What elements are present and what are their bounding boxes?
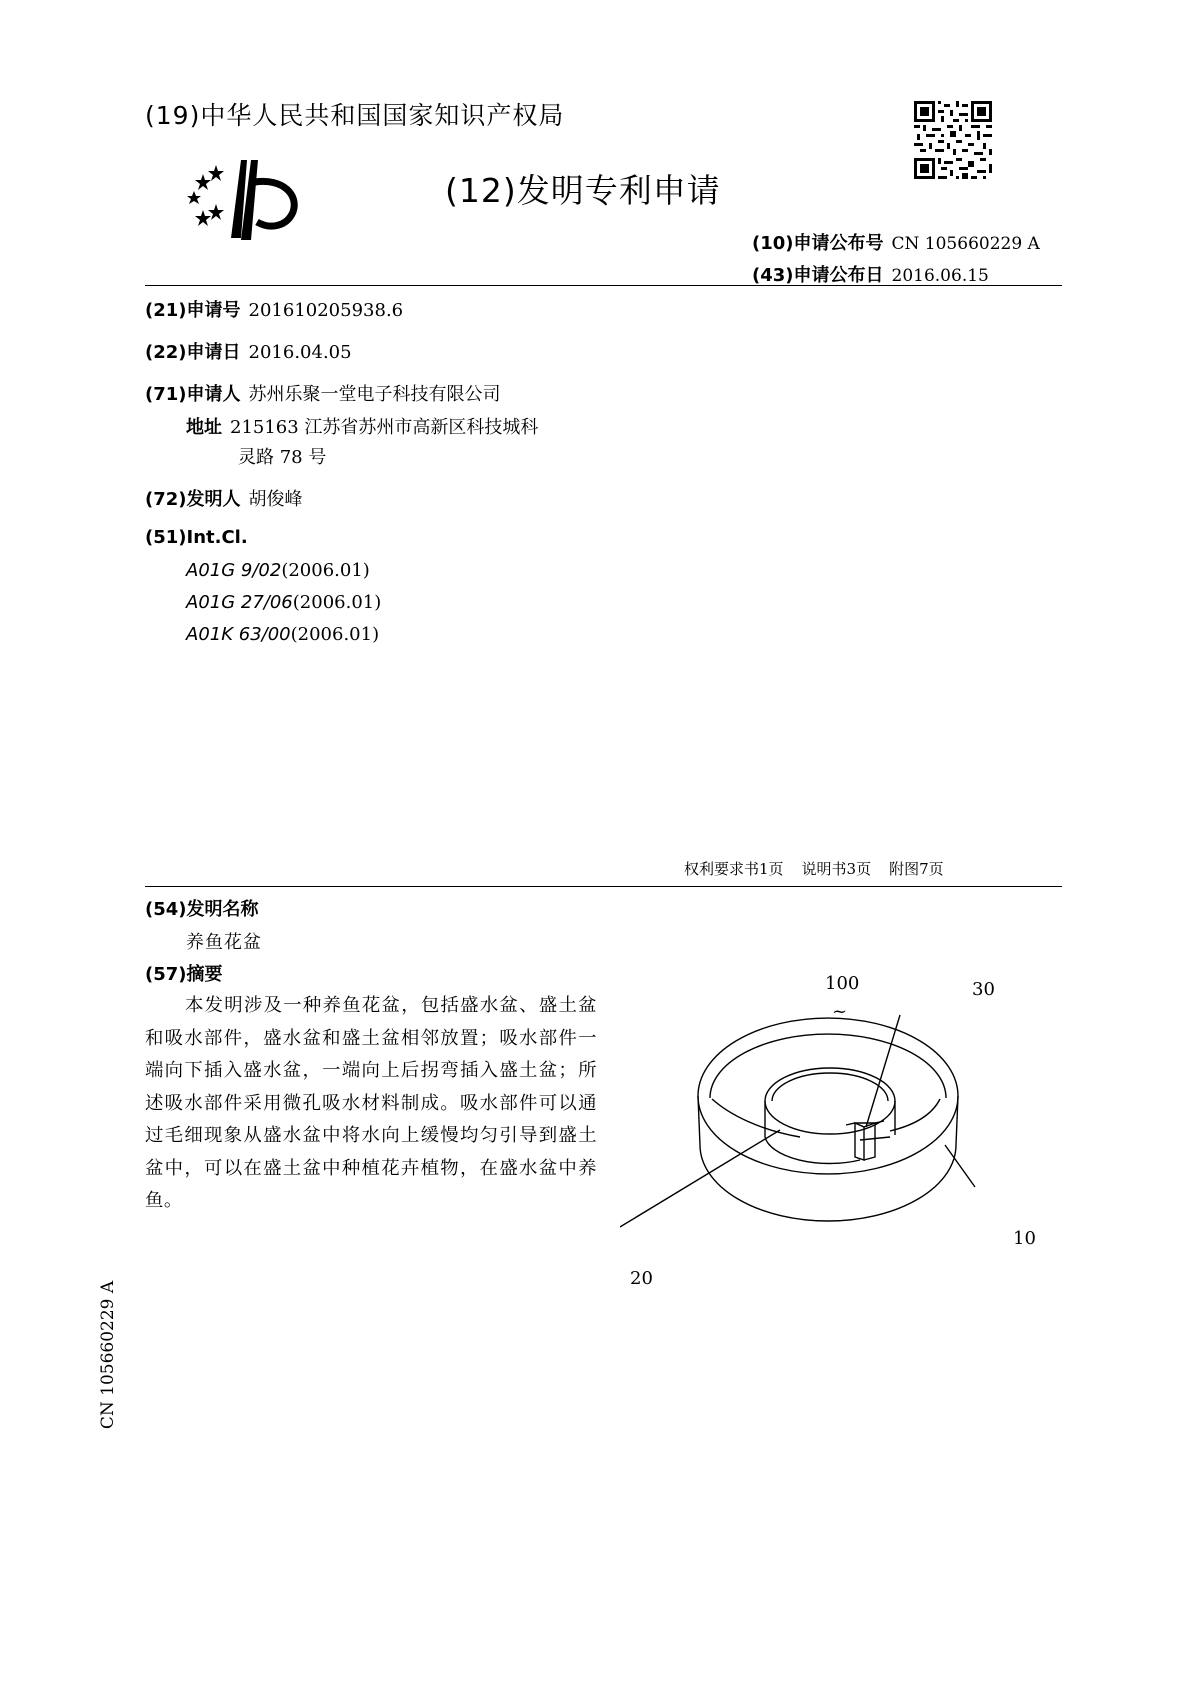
- ipc-version: (2006.01): [292, 592, 382, 613]
- figure-label-10: 10: [1013, 1228, 1036, 1249]
- address-line-2: 灵路 78 号: [238, 447, 327, 468]
- absorbent-member: [846, 1121, 884, 1160]
- application-number: 201610205938.6: [248, 300, 404, 321]
- abstract-rule: [145, 886, 1062, 887]
- publication-date-row: [752, 261, 989, 287]
- drawing-pages: 附图7页: [889, 860, 944, 878]
- publication-date: 2016.06.15: [891, 266, 989, 286]
- page-counts: [684, 858, 962, 879]
- office-name: (19)中华人民共和国国家知识产权局: [145, 101, 565, 130]
- ipc-entry: [186, 624, 379, 645]
- invention-title: 养鱼花盆: [186, 932, 262, 953]
- address-row: [186, 413, 538, 439]
- document-type: (12)发明专利申请: [445, 171, 721, 210]
- publication-number: CN 105660229 A: [891, 234, 1040, 254]
- applicant-row: [145, 380, 501, 406]
- outer-water-basin: [698, 1018, 958, 1221]
- application-date: 2016.04.05: [248, 342, 352, 363]
- ipc-version: (2006.01): [290, 624, 380, 645]
- abstract-label: (57)摘要: [145, 964, 223, 985]
- logo-arc: [255, 181, 294, 226]
- application-number-row: [145, 296, 403, 322]
- header-rule: [145, 285, 1062, 286]
- ipc-entry: [186, 592, 381, 613]
- qr-code[interactable]: [914, 101, 992, 179]
- application-date-row: [145, 338, 352, 364]
- logo-stars: [187, 165, 224, 226]
- claims-pages: 权利要求书1页: [684, 860, 784, 878]
- intcl-label: (51)Int.Cl.: [145, 527, 248, 548]
- application-number-label: (21)申请号: [145, 300, 241, 321]
- inventor-label: (72)发明人: [145, 489, 241, 510]
- ipc-code: A01K 63/00: [186, 624, 291, 645]
- figure-label-100: 100: [825, 973, 860, 994]
- figure-tilde: ~: [832, 1001, 848, 1022]
- invention-title-label: (54)发明名称: [145, 899, 259, 920]
- application-date-label: (22)申请日: [145, 342, 241, 363]
- publication-number-label: (10)申请公布号: [752, 233, 884, 254]
- abstract-heading: [145, 960, 223, 986]
- publication-number-row: [752, 229, 1040, 255]
- ipc-code: A01G 27/06: [186, 592, 293, 613]
- address-line-1: 215163 江苏省苏州市高新区科技城科: [230, 417, 539, 438]
- figure-label-20: 20: [630, 1268, 653, 1289]
- ipc-entry: [186, 560, 370, 581]
- side-publication-number-text: CN 105660229 A: [98, 1280, 118, 1430]
- cnipa-logo: [183, 160, 308, 250]
- figure-label-30: 30: [972, 979, 995, 1000]
- inventor-name: 胡俊峰: [248, 489, 303, 510]
- invention-title-heading: [145, 895, 259, 921]
- leader-lines: [620, 1015, 975, 1230]
- publication-date-label: (43)申请公布日: [752, 265, 884, 286]
- intcl-row: [145, 527, 248, 548]
- inventor-row: [145, 485, 303, 511]
- address-label: 地址: [186, 417, 222, 438]
- abstract-text: 本发明涉及一种养鱼花盆，包括盛水盆、盛土盆和吸水部件，盛水盆和盛土盆相邻放置；吸水部件一端向下插入盛水盆，一端向上后拐弯插入盛土盆；所述吸水部件采用微孔吸水材料制成。吸水部件可以通过毛细现象从盛水盆中将水向上缓慢均匀引导到盛土盆中，可以在盛土盆中种植花卉植物，在盛水盆中养鱼。: [145, 995, 597, 1211]
- applicant-name: 苏州乐聚一堂电子科技有限公司: [248, 384, 501, 405]
- description-pages: 说明书3页: [801, 860, 872, 878]
- ipc-version: (2006.01): [281, 560, 370, 581]
- ipc-code: A01G 9/02: [186, 560, 282, 581]
- applicant-label: (71)申请人: [145, 384, 241, 405]
